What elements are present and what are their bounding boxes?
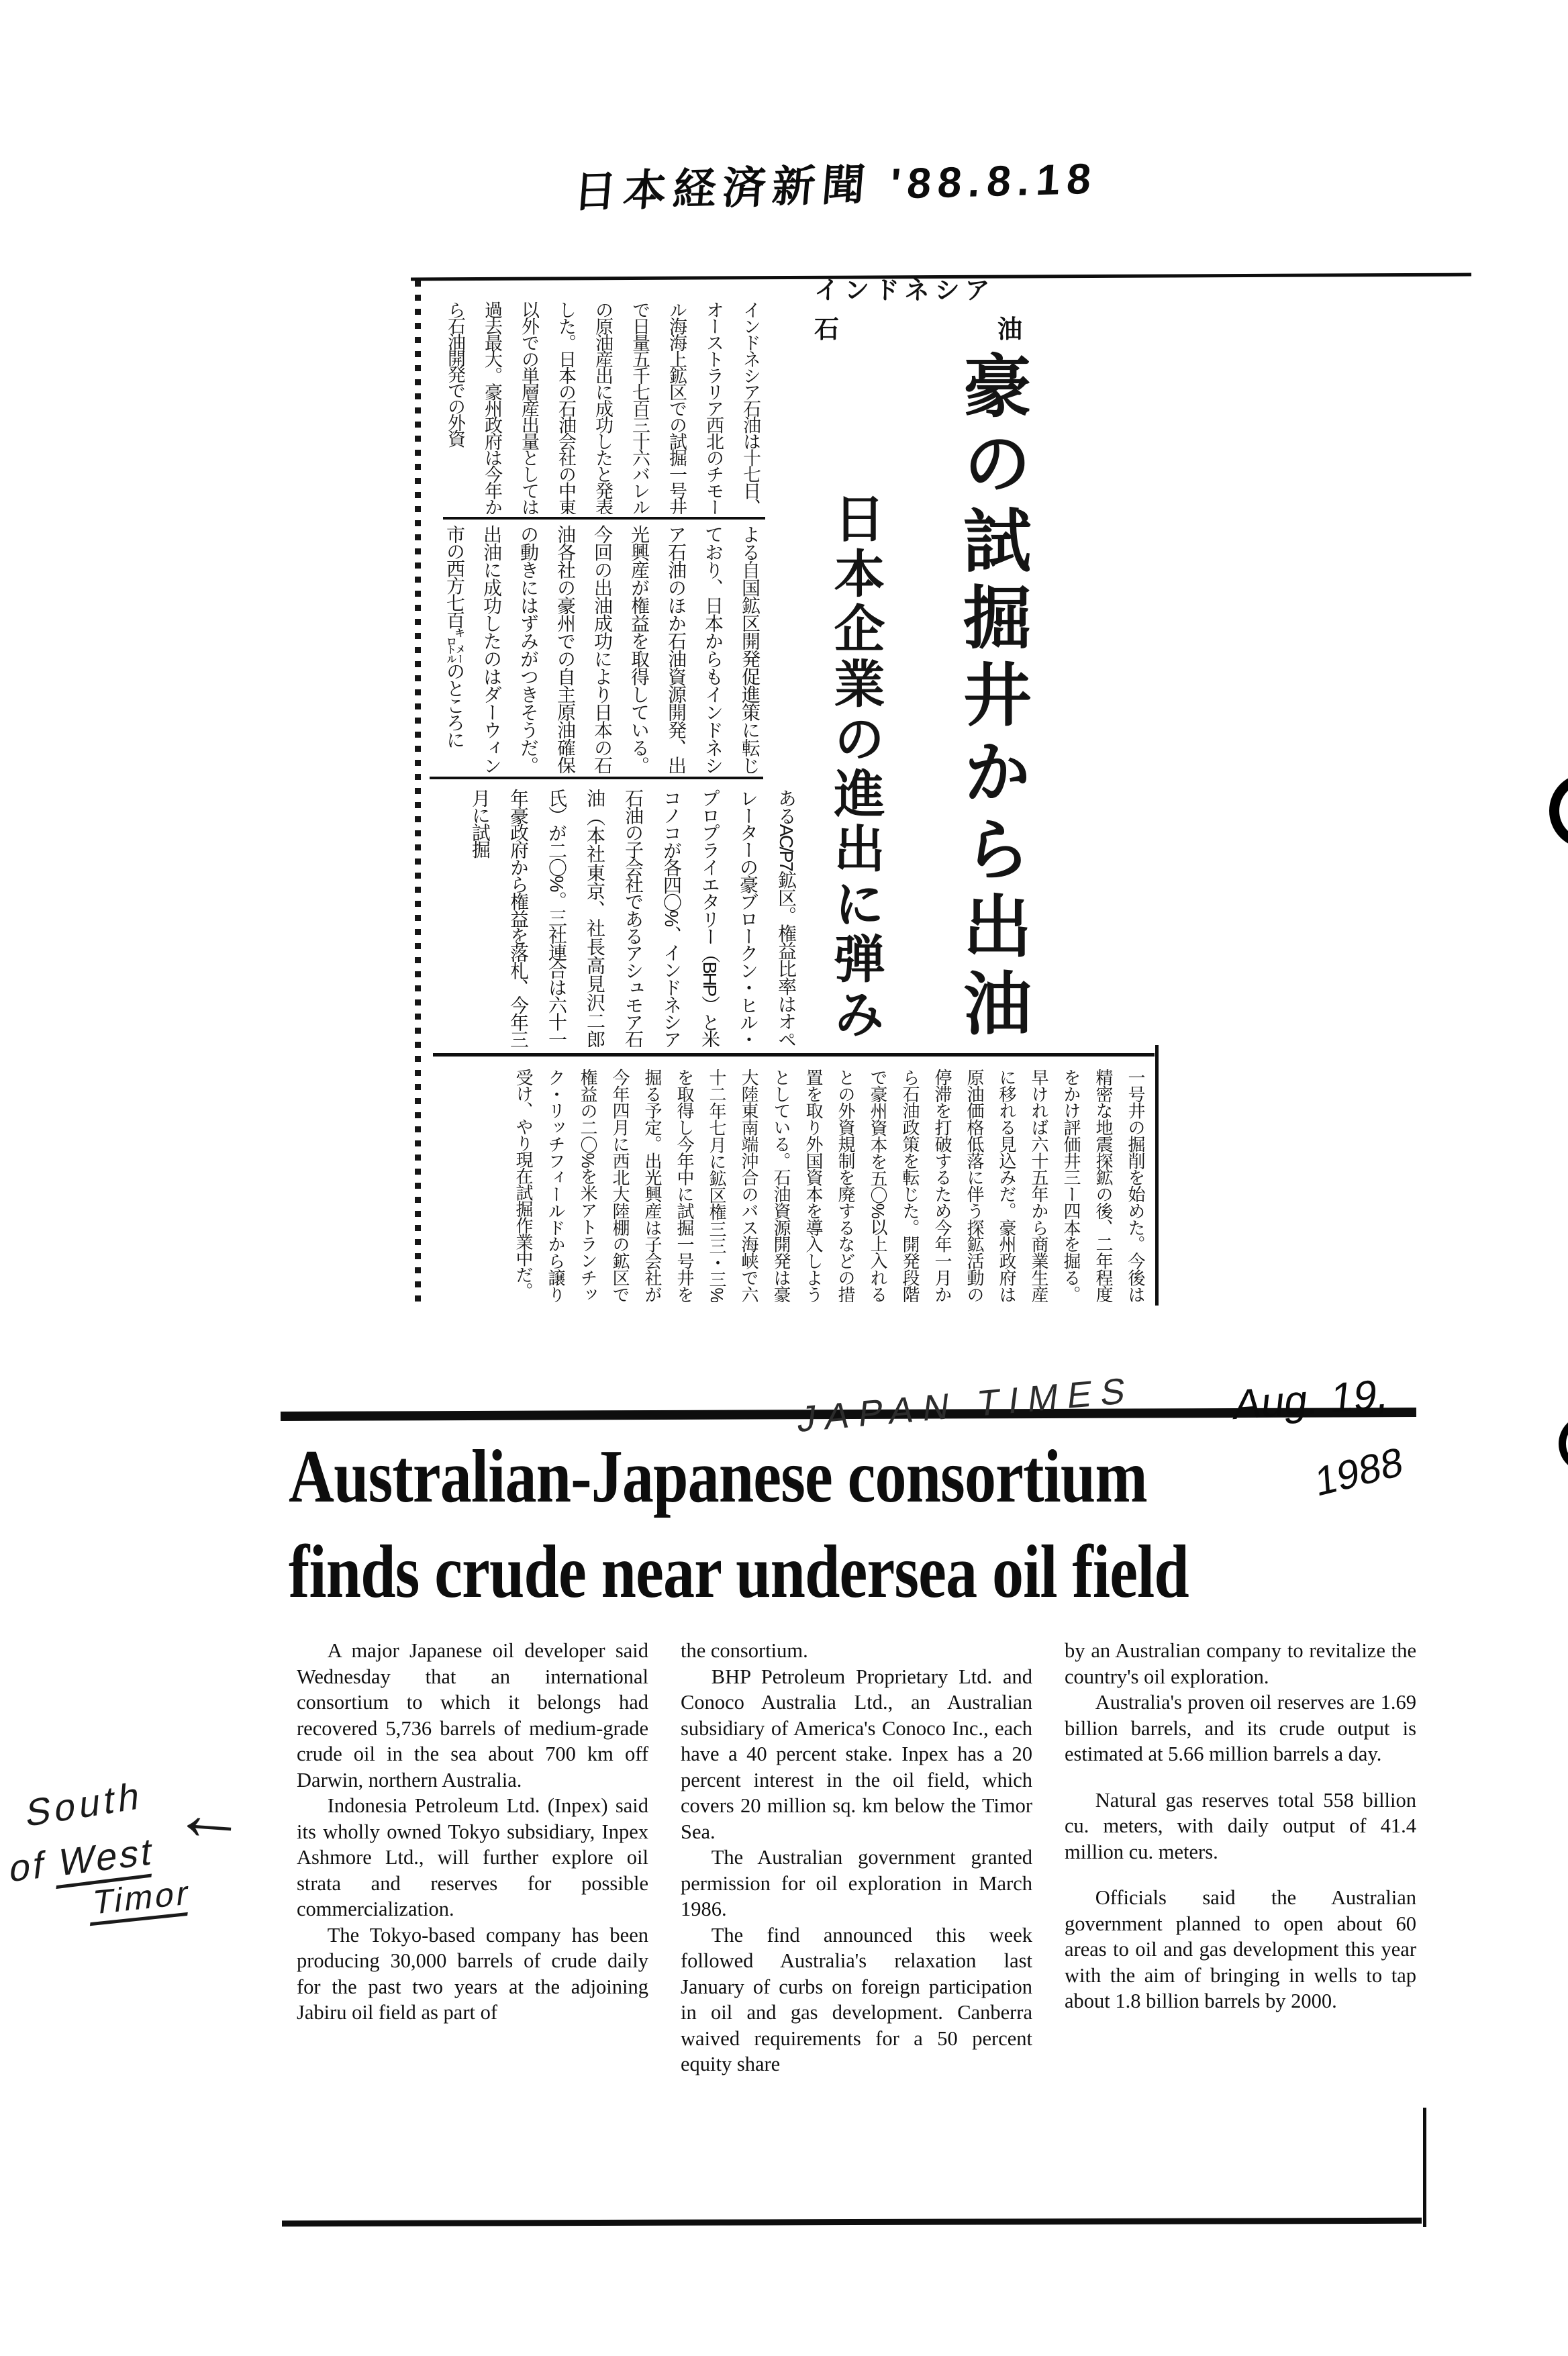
jp-category-label-line2-left: 石: [814, 315, 839, 343]
en-body-column-2: [681, 1638, 1032, 2208]
en-body-column-1: [297, 1638, 648, 2208]
en-source-handwriting: JAPAN TIMES: [795, 1369, 1137, 1440]
en-paragraph: Natural gas reserves total 558 billion cu. meters, with daily output of 41.4 million cu. meters.: [1065, 1788, 1416, 1863]
jp-source-date-handwriting: 日本経済新聞 '88.8.18: [571, 154, 1099, 217]
en-headline-line1: Australian-Japanese consortium: [289, 1435, 1147, 1518]
jp-body-band-4: 一号井の掘削を始めた。今後は精密な地震探鉱の後、二年程度をかけ評価井三ー四本を掘る。早ければ六十五年から商業生産に移れる見込みだ。豪州政府は原油価格低落に伴う探鉱活動の停滞を打破するため今年一月から石油政策を転じた。開発段階で豪州資本を五〇%以上入れるとの外資規制を廃するなどの措置を取り外国資本を導入しようとしている。石油資源開発は豪大陸東南端沖合のバス海峡で六十二年七月に鉱区権三三・三%を取得し今年中に試掘一号井を掘る予定。出光興産は子会社が今年四月に西北大陸棚の鉱区で権益の二〇%を米アトランチック・リッチフィールドから譲り受け、やり現在試掘作業中だ。: [513, 1069, 1146, 1302]
punch-hole-mark-top: [1549, 773, 1568, 848]
jp-clipping-right-border: [1155, 1045, 1159, 1306]
en-paragraph: The Tokyo-based company has been producing 30,000 barrels of crude daily for the past two years at the adjoining Jabiru oil field as part of: [297, 1923, 648, 2024]
margin-note-line3: Timor: [90, 1873, 193, 1926]
en-paragraph: BHP Petroleum Proprietary Ltd. and Conoco Australia Ltd., an Australian subsidiary of America's Conoco Inc., each have a 40 percent stake. Inpex has a 20 percent interest in the oil field, which covers 20 million sq. km below the Timor Sea.: [681, 1665, 1032, 1843]
jp-category-label: [814, 270, 1022, 345]
jp-body-band-3: あるAC/P7鉱区。権益比率はオペレーターの豪ブロークン・ヒル・プロプライエタリー（BHP）と米コノコが各四〇%、インドネシア石油の子会社であるアシュモア石油（本社東京、社長高見沢二郎氏）が二〇%。三社連合は六十一年豪政府から権益を落札、今年三月に試掘: [470, 789, 797, 1047]
en-clipping-right-border: [1423, 2108, 1426, 2227]
jp-band-divider-1: [443, 517, 765, 520]
en-clipping-bottom-rule: [282, 2218, 1422, 2226]
margin-note-line2-word: West: [56, 1829, 157, 1889]
en-paragraph: Indonesia Petroleum Ltd. (Inpex) said its wholly owned Tokyo subsidiary, Inpex Ashmore Ltd., will further explore oil strata and reserves for possible commercialization.: [297, 1794, 648, 1920]
en-paragraph: The Australian government granted permission for oil exploration in March 1986.: [681, 1846, 1032, 1920]
jp-category-label-line1: インドネシア: [814, 277, 995, 304]
en-headline-line2: finds crude near undersea oil field: [289, 1530, 1189, 1614]
jp-body-band-2: よる自国鉱区開発促進策に転じており、日本からもインドネシア石油のほか石油資源開発、出光興産が権益を取得している。今回の出油成功により日本の石油各社の豪州での自主原油確保の動きにはずみがつきそうだ。出油に成功したのはダーウィン市の西方七百㌔㍍のところに: [444, 525, 761, 773]
en-paragraph: the consortium.: [681, 1639, 808, 1662]
jp-band-divider-3: [433, 1053, 1155, 1057]
en-date-handwriting-line1: Aug. 19,: [1231, 1371, 1391, 1429]
margin-note-line1: South: [24, 1773, 146, 1835]
jp-main-headline: 豪の試掘井から出油: [954, 350, 1030, 1045]
en-paragraph: A major Japanese oil developer said Wednesday that an international consortium to which it belongs had recovered 5,736 barrels of medium-grade crude oil in the sea about 700 km off Darwin, northern Australia.: [297, 1639, 648, 1791]
en-body-column-3: [1065, 1638, 1416, 2208]
jp-category-label-line2: [814, 309, 1022, 345]
jp-clipping-cut-border: [415, 281, 421, 1308]
jp-category-label-line2-right: 油: [997, 315, 1022, 343]
en-paragraph: Officials said the Australian government planned to open about 60 areas to oil and gas development this year with the aim of bringing in wells to tap about 1.8 billion barrels by 2000.: [1065, 1886, 1416, 2012]
margin-note-line2-prefix: of: [7, 1842, 50, 1890]
en-paragraph: The find announced this week followed Australia's relaxation last January of curbs on foreign participation in oil and gas development. Canberra waived requirements for a 50 percent equity share: [681, 1923, 1032, 2075]
jp-body-band-1: インドネシア石油は十七日、オーストラリア西北のチモール海海上鉱区での試掘一号井で日量五千七百三十六バレルの原油産出に成功したと発表した。日本の石油会社の中東以外での単層産出量としては過去最大。豪州政府は今年から石油開発での外資: [445, 301, 761, 514]
en-paragraph: by an Australian company to revitalize the country's oil exploration.: [1065, 1639, 1416, 1688]
margin-note-left-arrow: ←: [170, 1771, 250, 1859]
jp-sub-headline: 日本企業の進出に弾み: [826, 492, 883, 1042]
en-paragraph: Australia's proven oil reserves are 1.69 billion barrels, and its crude output is estimated at 5.66 million barrels a day.: [1065, 1691, 1416, 1765]
en-date-handwriting-line2: 1988: [1314, 1438, 1404, 1506]
jp-band-divider-2: [430, 777, 763, 779]
en-article-body: [297, 1638, 1416, 2208]
punch-hole-mark-bottom: [1559, 1415, 1568, 1473]
